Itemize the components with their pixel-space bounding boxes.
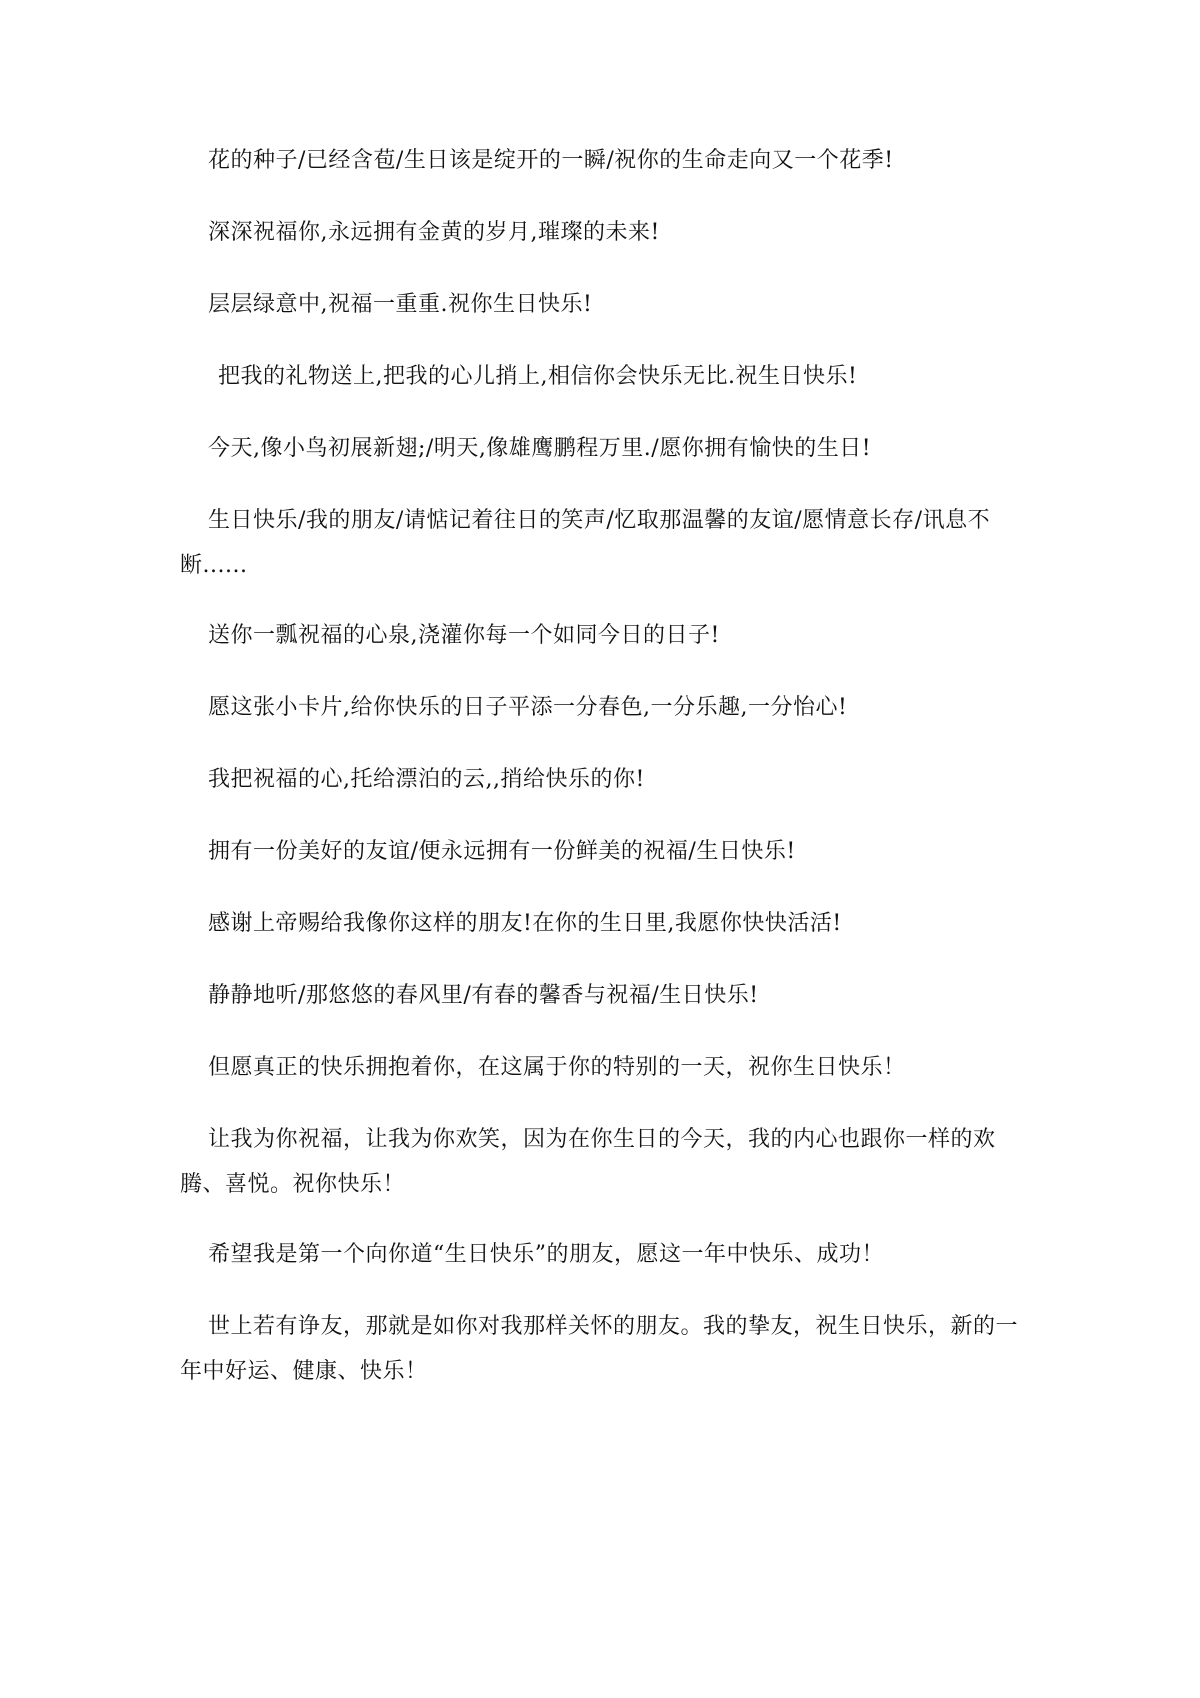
paragraph-3: 层层绿意中,祝福一重重.祝你生日快乐! <box>208 292 593 317</box>
paragraph-8: 愿这张小卡片,给你快乐的日子平添一分春色,一分乐趣,一分怡心! <box>208 695 848 720</box>
paragraph-6: 生日快乐/我的朋友/请惦记着往日的笑声/忆取那温馨的友谊/愿情意长存/讯息不断...... <box>180 508 991 578</box>
paragraph-15: 希望我是第一个向你道“生日快乐”的朋友，愿这一年中快乐、成功！ <box>208 1242 884 1267</box>
paragraph-14: 让我为你祝福，让我为你欢笑，因为在你生日的今天，我的内心也跟你一样的欢腾、喜悦。祝你快乐！ <box>180 1127 996 1197</box>
paragraph-11: 感谢上帝赐给我像你这样的朋友!在你的生日里,我愿你快快活活! <box>208 911 842 936</box>
paragraph-7: 送你一瓢祝福的心泉,浇灌你每一个如同今日的日子! <box>208 623 720 648</box>
paragraph-9: 我把祝福的心,托给漂泊的云,,捎给快乐的你! <box>208 767 645 792</box>
paragraph-10: 拥有一份美好的友谊/便永远拥有一份鲜美的祝福/生日快乐! <box>208 839 796 864</box>
paragraph-16: 世上若有诤友，那就是如你对我那样关怀的朋友。我的挚友，祝生日快乐，新的一年中好运、健康、快乐！ <box>180 1314 1019 1384</box>
paragraph-5: 今天,像小鸟初展新翅;/明天,像雄鹰鹏程万里./愿你拥有愉快的生日! <box>208 436 872 461</box>
paragraph-2: 深深祝福你,永远拥有金黄的岁月,璀璨的未来! <box>208 220 660 245</box>
paragraph-13: 但愿真正的快乐拥抱着你，在这属于你的特别的一天，祝你生日快乐！ <box>208 1055 906 1080</box>
paragraph-1: 花的种子/已经含苞/生日该是绽开的一瞬/祝你的生命走向又一个花季! <box>208 148 894 173</box>
paragraph-12: 静静地听/那悠悠的春风里/有春的馨香与祝福/生日快乐! <box>208 983 759 1008</box>
paragraph-4: 把我的礼物送上,把我的心儿捎上,相信你会快乐无比.祝生日快乐! <box>218 364 858 389</box>
